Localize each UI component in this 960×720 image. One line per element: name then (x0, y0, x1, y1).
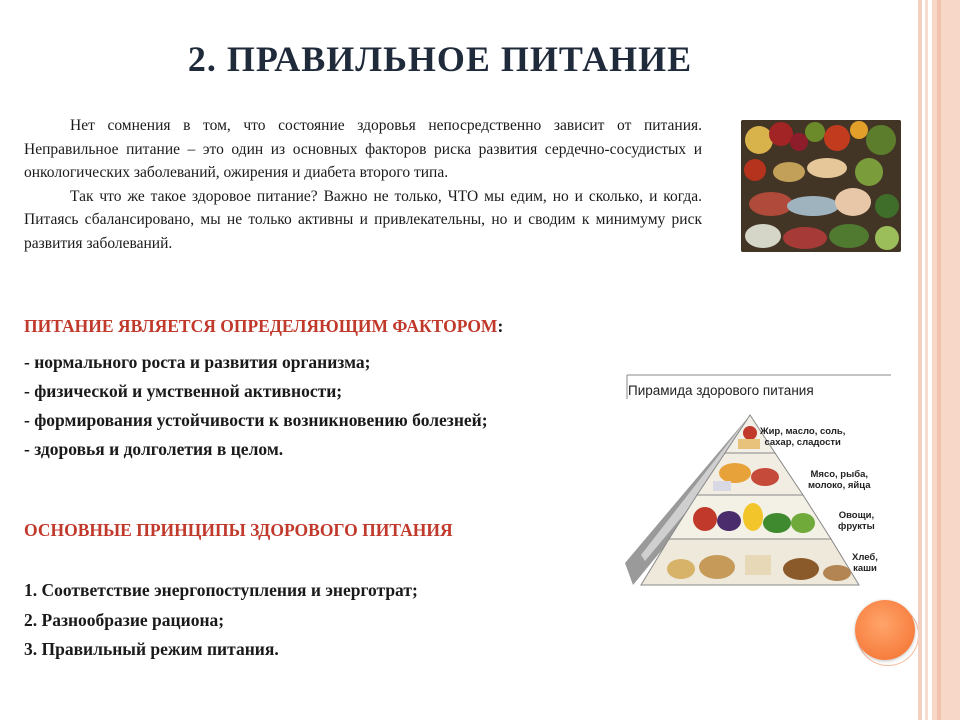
factors-list (24, 348, 584, 464)
intro-paragraph-1: Нет сомнения в том, что состояние здоровья непосредственно зависит от питания. Неправильное питание – это один из основных факторов риска развития сердечно-сосудистых и онкологических заболеваний, ожирения и диабета второго типа. (24, 117, 702, 182)
border-stripe (937, 0, 941, 720)
border-stripe (925, 0, 928, 720)
list-item: 3. Правильный режим питания. (24, 639, 279, 659)
list-item: - формирования устойчивости к возникновению болезней; (24, 410, 488, 430)
list-item: 2. Разнообразие рациона; (24, 609, 225, 630)
list-item: - нормального роста и развития организма; (24, 352, 371, 372)
slide-title: 2. ПРАВИЛЬНОЕ ПИТАНИЕ (187, 39, 693, 79)
intro-paragraph-2: Так что же такое здоровое питание? Важно не только, ЧТО мы едим, но и сколько, и когда. Питаясь сбалансировано, мы не только активны и привлекательны, но и сводим к минимуму риск развития заболеваний. (24, 187, 702, 252)
pyramid-title: Пирамида здорового питания (628, 383, 814, 398)
pyramid-label-grains: Хлеб, каши (852, 552, 878, 574)
list-item: - физической и умственной активности; (24, 381, 343, 401)
factors-heading-colon: : (497, 316, 504, 336)
pyramid-label-vegetables: Овощи, фрукты (838, 510, 875, 532)
pyramid-label-protein: Мясо, рыба, молоко, яйца (808, 469, 871, 491)
factors-heading (24, 316, 503, 337)
intro-text (24, 114, 702, 256)
principles-list (24, 576, 418, 665)
list-item: - здоровья и долголетия в целом. (24, 439, 284, 459)
factors-heading-text: ПИТАНИЕ ЯВЛЯЕТСЯ ОПРЕДЕЛЯЮЩИМ ФАКТОРОМ (24, 316, 498, 336)
decorative-circle (855, 600, 915, 660)
principles-heading: ОСНОВНЫЕ ПРИНЦИПЫ ЗДОРОВОГО ПИТАНИЯ (24, 520, 453, 540)
list-item: 1. Соответствие энергопоступления и энерготрат; (24, 580, 418, 600)
pyramid-label-fats: Жир, масло, соль, сахар, сладости (760, 426, 846, 448)
border-stripe (918, 0, 922, 720)
food-photo (741, 120, 901, 252)
